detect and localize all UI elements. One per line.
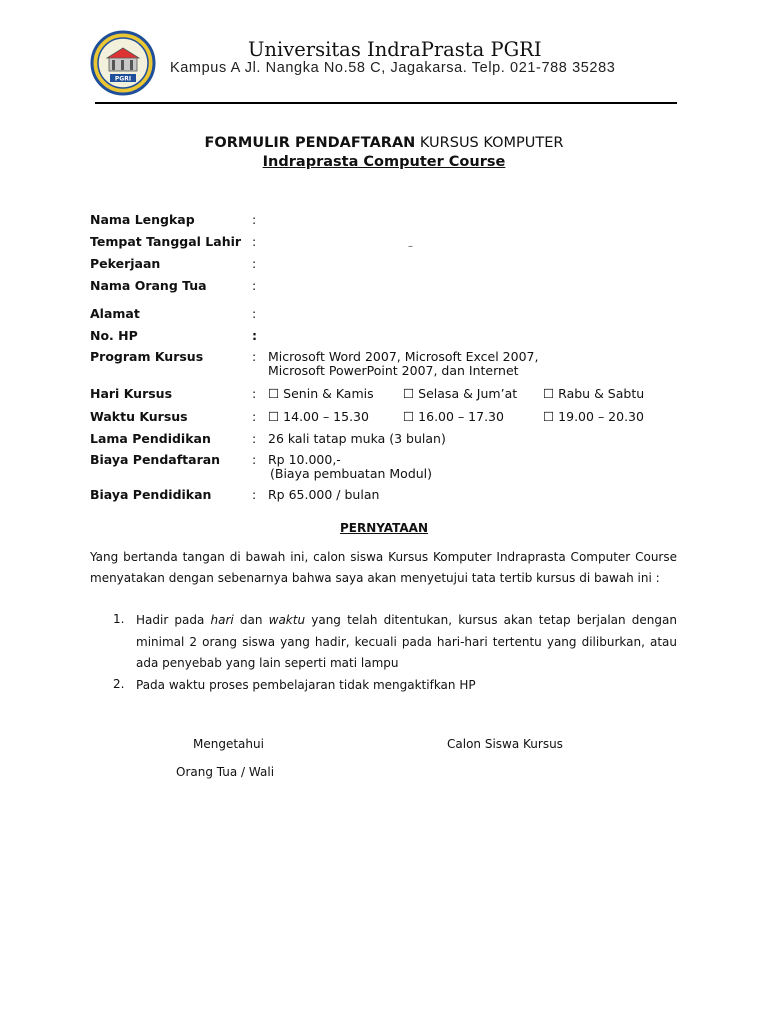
colon: : (252, 386, 257, 401)
label-program-kursus: Program Kursus (90, 349, 204, 364)
value-biaya-pendidikan: Rp 65.000 / bulan (268, 487, 380, 502)
label-biaya-pendaftaran: Biaya Pendaftaran (90, 452, 221, 467)
list-item-number: 2. (113, 677, 125, 691)
colon: : (252, 306, 257, 321)
label-pekerjaan: Pekerjaan (90, 256, 161, 271)
checkbox-senin-kamis[interactable]: ☐ Senin & Kamis (268, 386, 374, 401)
item1-em-waktu: waktu (268, 613, 306, 627)
stray-mark: – (408, 241, 413, 252)
colon: : (252, 278, 257, 293)
label-nama-orang-tua: Nama Orang Tua (90, 278, 207, 293)
list-item: Pada waktu proses pembelajaran tidak mengaktifkan HP (136, 678, 476, 692)
form-title (0, 135, 768, 151)
university-name: Universitas IndraPrasta PGRI (248, 38, 542, 61)
form-subtitle: Indraprasta Computer Course (262, 154, 506, 170)
statement-paragraph: Yang bertanda tangan di bawah ini, calon siswa Kursus Komputer Indraprasta Computer Course menyatakan dengan sebenarnya bahwa saya akan menyetujui tata tertib kursus di bawah ini : (90, 550, 677, 585)
colon: : (252, 349, 257, 364)
list-item (136, 610, 677, 675)
label-nama-lengkap: Nama Lengkap (90, 212, 195, 227)
checkbox-waktu-1600[interactable]: ☐ 16.00 – 17.30 (403, 409, 504, 424)
checkbox-waktu-1400[interactable]: ☐ 14.00 – 15.30 (268, 409, 369, 424)
colon: : (252, 212, 257, 227)
list-item-number: 1. (113, 612, 125, 626)
label-lama-pendidikan: Lama Pendidikan (90, 431, 211, 446)
colon: : (252, 256, 257, 271)
value-biaya-pendaftaran: Rp 10.000,- (268, 452, 341, 467)
item1-pre: Hadir pada (136, 613, 211, 627)
value-program-line1: Microsoft Word 2007, Microsoft Excel 2007, (268, 349, 539, 364)
colon: : (252, 431, 257, 446)
signature-label-mengetahui: Mengetahui (193, 737, 264, 751)
checkbox-rabu-sabtu[interactable]: ☐ Rabu & Sabtu (543, 386, 645, 401)
value-program-line2: Microsoft PowerPoint 2007, dan Internet (268, 363, 519, 378)
checkbox-selasa-jumat[interactable]: ☐ Selasa & Jum’at (403, 386, 518, 401)
item1-mid: dan (233, 613, 269, 627)
colon: : (252, 452, 257, 467)
university-logo (90, 30, 156, 96)
label-ttl: Tempat Tanggal Lahir (90, 234, 242, 249)
value-lama-pendidikan: 26 kali tatap muka (3 bulan) (268, 431, 446, 446)
value-biaya-pendaftaran-note: (Biaya pembuatan Modul) (270, 466, 433, 481)
label-biaya-pendidikan: Biaya Pendidikan (90, 487, 212, 502)
header-divider (95, 102, 677, 104)
label-waktu-kursus: Waktu Kursus (90, 409, 188, 424)
label-hari-kursus: Hari Kursus (90, 386, 173, 401)
logo-text: PGRI (114, 75, 132, 83)
item1-post: yang telah ditentukan, kursus akan tetap berjalan dengan minimal 2 orang siswa yang hadir, kecuali pada hari-hari tertentu yang diliburkan, atau ada penyebab yang lain seperti mati lampu (136, 613, 677, 670)
colon: : (252, 409, 257, 424)
form-title-bold: FORMULIR PENDAFTARAN (204, 135, 416, 151)
signature-label-wali: Orang Tua / Wali (176, 765, 275, 779)
colon: : (252, 234, 257, 249)
statement-title: PERNYATAAN (339, 521, 429, 535)
form-title-rest: KURSUS KOMPUTER (415, 135, 564, 151)
label-no-hp: No. HP (90, 328, 138, 343)
item1-em-hari: hari (210, 613, 234, 627)
label-alamat: Alamat (90, 306, 140, 321)
signature-label-siswa: Calon Siswa Kursus (447, 737, 563, 751)
colon: : (252, 328, 257, 343)
checkbox-waktu-1900[interactable]: ☐ 19.00 – 20.30 (543, 409, 644, 424)
colon: : (252, 487, 257, 502)
university-address: Kampus A Jl. Nangka No.58 C, Jagakarsa. Telp. 021-788 35283 (170, 60, 616, 76)
